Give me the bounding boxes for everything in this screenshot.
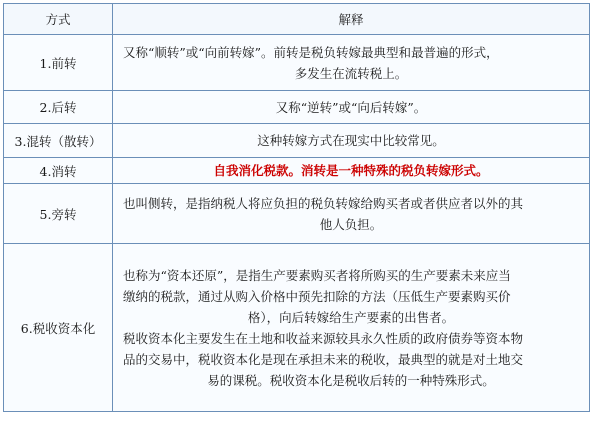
- method-cell: 3.混转（散转）: [4, 124, 113, 158]
- table-row: [4, 184, 590, 244]
- header-explanation: 解释: [113, 4, 590, 35]
- explanation-line-highlight: 自我消化税款。消转是一种特殊的税负转嫁形式。: [213, 163, 489, 178]
- explanation-line: 又称“顺转”或“向前转嫁”。前转是税负转嫁最典型和最普遍的形式，: [123, 44, 499, 60]
- table-header-row: [4, 4, 590, 35]
- explanation-line: 也叫侧转，是指纳税人将应负担的税负转嫁给购买者或者供应者以外的其: [123, 195, 524, 211]
- explanation-cell: [113, 91, 590, 124]
- table-row: [4, 244, 590, 412]
- explanation-cell: [113, 244, 590, 412]
- method-cell: 1.前转: [4, 35, 113, 91]
- table-row: [4, 35, 590, 91]
- explanation-line: 他人负担。: [319, 216, 383, 232]
- explanation-line: 这种转嫁方式在现实中比较常见。: [257, 133, 445, 148]
- method-cell: 5.旁转: [4, 184, 113, 244]
- method-cell: 4.消转: [4, 158, 113, 184]
- explanation-line: 税收资本化主要发生在土地和收益来源较具永久性质的政府债券等资本物: [123, 330, 524, 346]
- header-method: 方式: [4, 4, 113, 35]
- explanation-line: 又称“逆转”或“向后转嫁”。: [275, 99, 427, 115]
- method-cell: 2.后转: [4, 91, 113, 124]
- tax-shifting-table: [3, 3, 590, 412]
- explanation-cell: [113, 35, 590, 91]
- table-row: [4, 91, 590, 124]
- explanation-line: 缴纳的税款，通过从购入价格中预先扣除的方法（压低生产要素购买价: [123, 288, 511, 304]
- explanation-line: 品的交易中，税收资本化是现在承担未来的税收，最典型的就是对土地交: [123, 351, 524, 367]
- explanation-line: 格），向后转嫁给生产要素的出售者。: [247, 309, 455, 325]
- table-row: [4, 158, 590, 184]
- explanation-cell: [113, 184, 590, 244]
- explanation-cell: [113, 124, 590, 158]
- tax-shifting-table-container: [3, 3, 590, 412]
- explanation-line: 也称为“资本还原”，是指生产要素购买者将所购买的生产要素未来应当: [123, 267, 511, 283]
- explanation-cell: [113, 158, 590, 184]
- explanation-line: 多发生在流转税上。: [294, 65, 408, 81]
- method-cell: 6.税收资本化: [4, 244, 113, 412]
- table-row: [4, 124, 590, 158]
- explanation-line: 易的课税。税收资本化是税收后转的一种特殊形式。: [207, 372, 495, 388]
